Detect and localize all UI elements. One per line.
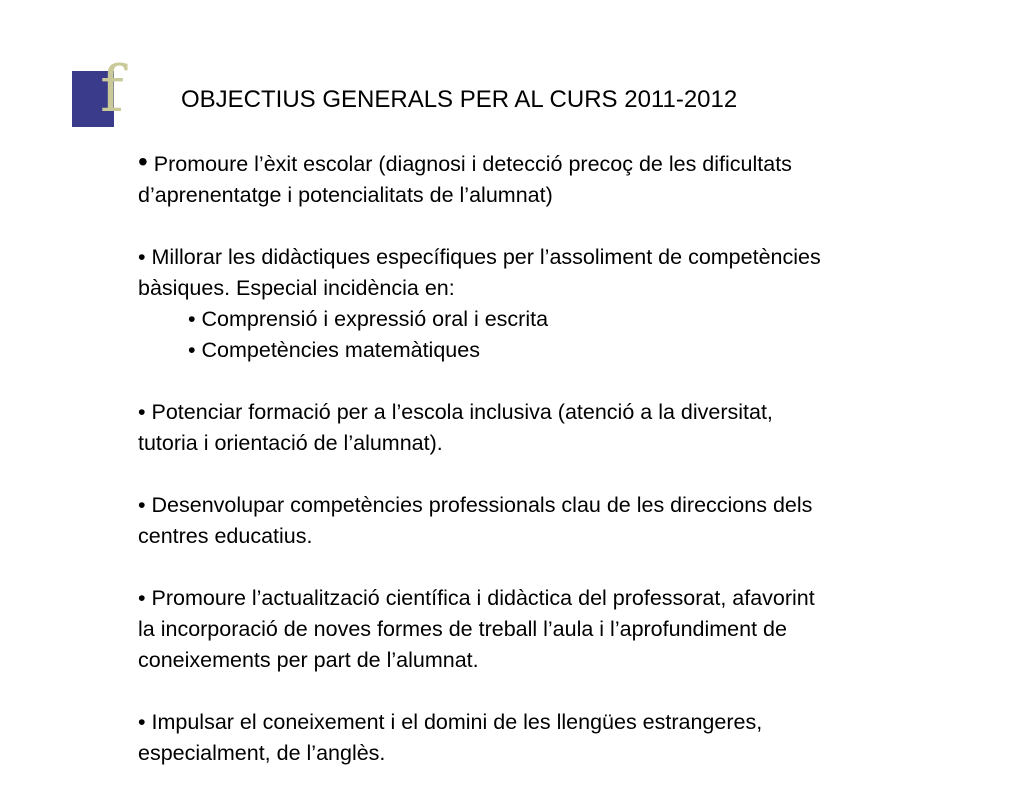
objective-1-line-1: Promoure l’èxit escolar (diagnosi i detecció precoç de les dificultats [147, 152, 792, 176]
objective-5-line-3: coneixements per part de l’alumnat. [138, 648, 479, 672]
objectives-list [138, 146, 968, 800]
bullet: • [138, 493, 146, 517]
objective-6 [138, 707, 968, 769]
bullet: • [138, 146, 148, 177]
bullet: • [138, 245, 146, 269]
logo-letter: f [100, 53, 124, 127]
objective-2-sub-item-1: Comprensió i expressió oral i escrita [195, 307, 549, 331]
objective-4-line-2: centres educatius. [138, 524, 313, 548]
bullet: • [138, 586, 146, 610]
objective-3 [138, 397, 968, 459]
objective-6-line-2: especialment, de l’anglès. [138, 741, 386, 765]
objective-6-line-1: Impulsar el coneixement i el domini de les llengües estrangeres, [145, 710, 763, 734]
objective-4 [138, 490, 968, 552]
objective-1-line-2: d’aprenentatge i potencialitats de l’alumnat) [138, 183, 553, 207]
objective-5 [138, 583, 968, 676]
objective-5-line-1: Promoure l’actualització científica i didàctica del professorat, afavorint [145, 586, 815, 610]
logo [72, 53, 132, 128]
bullet: • [188, 338, 196, 362]
objective-4-line-1: Desenvolupar competències professionals clau de les direccions dels [145, 493, 813, 517]
bullet: • [138, 710, 146, 734]
bullet: • [138, 400, 146, 424]
objective-2-sub-item-2: Competències matemàtiques [195, 338, 480, 362]
objective-1 [138, 146, 968, 211]
bullet: • [188, 307, 196, 331]
objective-3-line-2: tutoria i orientació de l’alumnat). [138, 431, 443, 455]
objective-5-line-2: la incorporació de noves formes de treball l’aula i l’aprofundiment de [138, 617, 787, 641]
objective-3-line-1: Potenciar formació per a l’escola inclusiva (atenció a la diversitat, [145, 400, 773, 424]
page-title: OBJECTIUS GENERALS PER AL CURS 2011-2012 [181, 86, 738, 113]
objective-2-line-1: Millorar les didàctiques específiques per l’assoliment de competències [145, 245, 821, 269]
objective-2-line-2: bàsiques. Especial incidència en: [138, 276, 455, 300]
objective-2 [138, 242, 968, 366]
